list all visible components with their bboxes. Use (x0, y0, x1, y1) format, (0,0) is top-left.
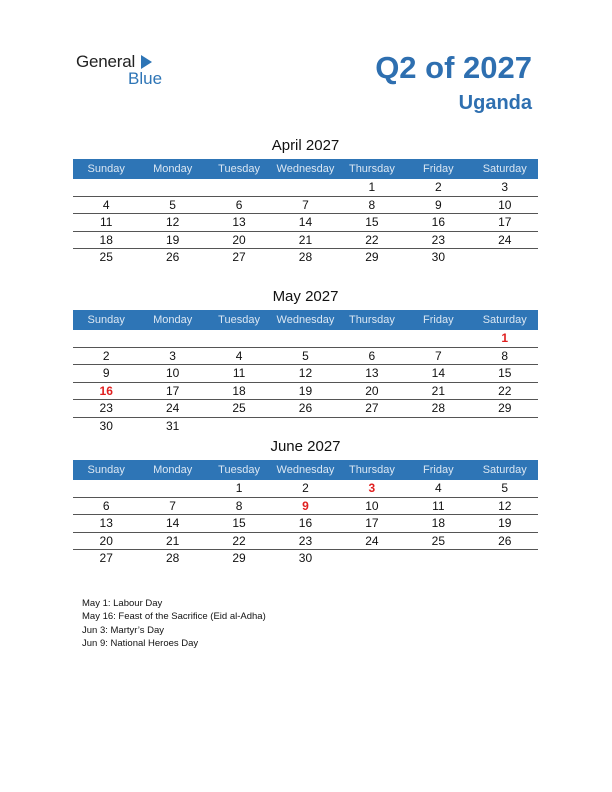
week-row (73, 383, 538, 401)
week-row (73, 197, 538, 215)
day-cell: 16 (431, 215, 445, 230)
day-cell: 28 (298, 250, 313, 265)
week-row (73, 232, 538, 250)
day-cell: 1 (235, 481, 243, 495)
day-cell: 27 (365, 401, 379, 416)
week-row (73, 533, 538, 551)
weekday-header (73, 159, 538, 179)
empty-cell (339, 418, 405, 436)
day-cell: 3 (501, 180, 509, 194)
month-title: May 2027 (272, 288, 339, 305)
day-cell: 9 (434, 197, 442, 212)
day-cell: 20 (365, 383, 379, 398)
day-cell: 25 (431, 533, 445, 548)
day-cell: 26 (165, 250, 180, 265)
week-row (73, 418, 538, 436)
weekday-label: Monday (153, 314, 193, 326)
day-cell: 22 (365, 232, 379, 247)
day-cell: 2 (434, 180, 442, 194)
day-cell: 5 (302, 348, 309, 363)
month-calendar (73, 287, 538, 436)
weekday-label: Sunday (87, 314, 125, 326)
day-cell: 28 (431, 401, 445, 416)
day-cell: 9 (102, 366, 110, 381)
week-row (73, 249, 538, 267)
day-cell: 6 (235, 197, 243, 212)
day-cell: 13 (232, 215, 246, 230)
weekday-label: Sunday (87, 464, 125, 476)
day-cell: 15 (232, 516, 246, 531)
weekday-label: Thursday (348, 464, 395, 476)
day-cell: 20 (99, 533, 113, 548)
holiday-note: Jun 9: National Heroes Day (82, 637, 199, 649)
day-cell: 4 (434, 481, 442, 495)
empty-cell (139, 330, 205, 347)
logo-blue-text: Blue (128, 69, 163, 88)
weekday-label: Thursday (348, 314, 395, 326)
weekday-label: Tuesday (218, 314, 260, 326)
empty-cell (272, 330, 338, 347)
holiday-note: May 16: Feast of the Sacrifice (Eid al-Adha) (82, 611, 266, 623)
empty-cell (405, 330, 471, 347)
day-cell: 12 (298, 366, 313, 381)
weekday-label: Thursday (348, 163, 395, 175)
month-title: June 2027 (270, 438, 341, 455)
day-cell: 26 (498, 533, 512, 548)
empty-cell (472, 418, 538, 436)
day-cell: 15 (365, 215, 379, 230)
empty-cell (272, 179, 338, 196)
holiday-date: 1 (501, 331, 509, 345)
day-cell: 4 (235, 348, 243, 363)
weekday-label: Friday (423, 163, 454, 175)
holiday-note: May 1: Labour Day (82, 598, 163, 609)
day-cell: 14 (431, 366, 445, 381)
day-cell: 1 (368, 180, 376, 194)
day-cell: 3 (169, 348, 176, 363)
holiday-date: 9 (302, 498, 309, 513)
day-cell: 30 (298, 551, 313, 566)
weekday-header (73, 460, 538, 480)
empty-cell (206, 179, 272, 196)
weekday-label: Saturday (482, 464, 527, 476)
empty-cell (73, 330, 139, 347)
week-row (73, 330, 538, 348)
holiday-notes (82, 597, 266, 650)
day-cell: 16 (298, 516, 313, 531)
day-cell: 2 (102, 348, 110, 363)
holiday-date: 3 (368, 481, 376, 495)
week-row (73, 348, 538, 366)
weekday-label: Friday (423, 464, 454, 476)
weekday-label: Wednesday (276, 163, 335, 175)
empty-cell (405, 550, 471, 568)
day-cell: 6 (102, 498, 110, 513)
weekday-label: Sunday (87, 163, 125, 175)
empty-cell (206, 330, 272, 347)
week-row (73, 515, 538, 533)
weekday-label: Monday (153, 464, 193, 476)
day-cell: 8 (501, 348, 509, 363)
day-cell: 27 (232, 250, 246, 265)
day-cell: 29 (365, 250, 379, 265)
holiday-note: Jun 3: Martyr’s Day (82, 624, 165, 636)
day-cell: 6 (368, 348, 376, 363)
day-cell: 25 (232, 401, 246, 416)
day-cell: 21 (431, 383, 445, 398)
day-cell: 30 (99, 418, 113, 433)
weekday-label: Wednesday (276, 314, 335, 326)
month-calendar (73, 136, 538, 267)
day-cell: 14 (165, 516, 180, 531)
day-cell: 31 (165, 418, 180, 433)
day-cell: 19 (298, 383, 313, 398)
logo-general-text: General (76, 52, 136, 71)
day-cell: 26 (298, 401, 313, 416)
day-cell: 12 (165, 215, 180, 230)
week-row (73, 498, 538, 516)
week-row (73, 400, 538, 418)
empty-cell (339, 550, 405, 568)
day-cell: 19 (498, 516, 512, 531)
holiday-date: 16 (99, 383, 113, 398)
day-cell: 8 (235, 498, 243, 513)
day-cell: 4 (102, 197, 110, 212)
empty-cell (73, 480, 139, 497)
weekday-label: Saturday (482, 163, 527, 175)
week-row (73, 214, 538, 232)
weekday-header (73, 310, 538, 330)
week-row (73, 550, 538, 568)
day-cell: 8 (368, 197, 376, 212)
day-cell: 24 (365, 533, 379, 548)
day-cell: 7 (169, 498, 176, 513)
empty-cell (139, 480, 205, 497)
day-cell: 13 (365, 366, 379, 381)
day-cell: 17 (165, 383, 180, 398)
day-cell: 18 (99, 232, 113, 247)
weekday-label: Friday (423, 314, 454, 326)
week-row (73, 480, 538, 498)
day-cell: 14 (298, 215, 313, 230)
day-cell: 18 (232, 383, 246, 398)
day-cell: 23 (298, 533, 313, 548)
day-cell: 10 (165, 366, 180, 381)
empty-cell (73, 179, 139, 196)
weekday-label: Tuesday (218, 464, 260, 476)
day-cell: 27 (99, 551, 113, 566)
day-cell: 17 (498, 215, 512, 230)
month-title: April 2027 (271, 137, 340, 154)
page-title: Q2 of 2027 (375, 50, 532, 85)
day-cell: 23 (431, 232, 445, 247)
day-cell: 7 (302, 197, 309, 212)
day-cell: 18 (431, 516, 445, 531)
day-cell: 21 (298, 232, 313, 247)
empty-cell (405, 418, 471, 436)
day-cell: 21 (165, 533, 180, 548)
day-cell: 29 (232, 551, 246, 566)
day-cell: 20 (232, 232, 246, 247)
day-cell: 11 (232, 366, 246, 381)
day-cell: 24 (165, 401, 180, 416)
day-cell: 22 (498, 383, 512, 398)
logo (76, 52, 176, 88)
logo-triangle-icon (141, 55, 152, 69)
day-cell: 5 (169, 197, 176, 212)
empty-cell (272, 418, 338, 436)
day-cell: 15 (498, 366, 512, 381)
empty-cell (472, 550, 538, 568)
weekday-label: Monday (153, 163, 193, 175)
country-name: Uganda (458, 92, 532, 114)
day-cell: 23 (99, 401, 113, 416)
month-calendar (73, 437, 538, 568)
day-cell: 12 (498, 498, 512, 513)
empty-cell (206, 418, 272, 436)
day-cell: 22 (232, 533, 246, 548)
weekday-label: Saturday (482, 314, 527, 326)
week-row (73, 365, 538, 383)
week-row (73, 179, 538, 197)
day-cell: 28 (165, 551, 180, 566)
day-cell: 24 (498, 232, 512, 247)
day-cell: 11 (432, 498, 445, 513)
weekday-label: Wednesday (276, 464, 335, 476)
day-cell: 13 (99, 516, 113, 531)
day-cell: 17 (365, 516, 379, 531)
day-cell: 30 (431, 250, 445, 265)
day-cell: 2 (302, 481, 309, 495)
day-cell: 5 (501, 481, 509, 495)
day-cell: 25 (99, 250, 113, 265)
empty-cell (139, 179, 205, 196)
empty-cell (339, 330, 405, 347)
weekday-label: Tuesday (218, 163, 260, 175)
day-cell: 10 (498, 197, 512, 212)
day-cell: 10 (365, 498, 379, 513)
day-cell: 11 (99, 215, 113, 230)
day-cell: 29 (498, 401, 512, 416)
day-cell: 7 (434, 348, 442, 363)
day-cell: 19 (165, 232, 180, 247)
empty-cell (472, 249, 538, 267)
